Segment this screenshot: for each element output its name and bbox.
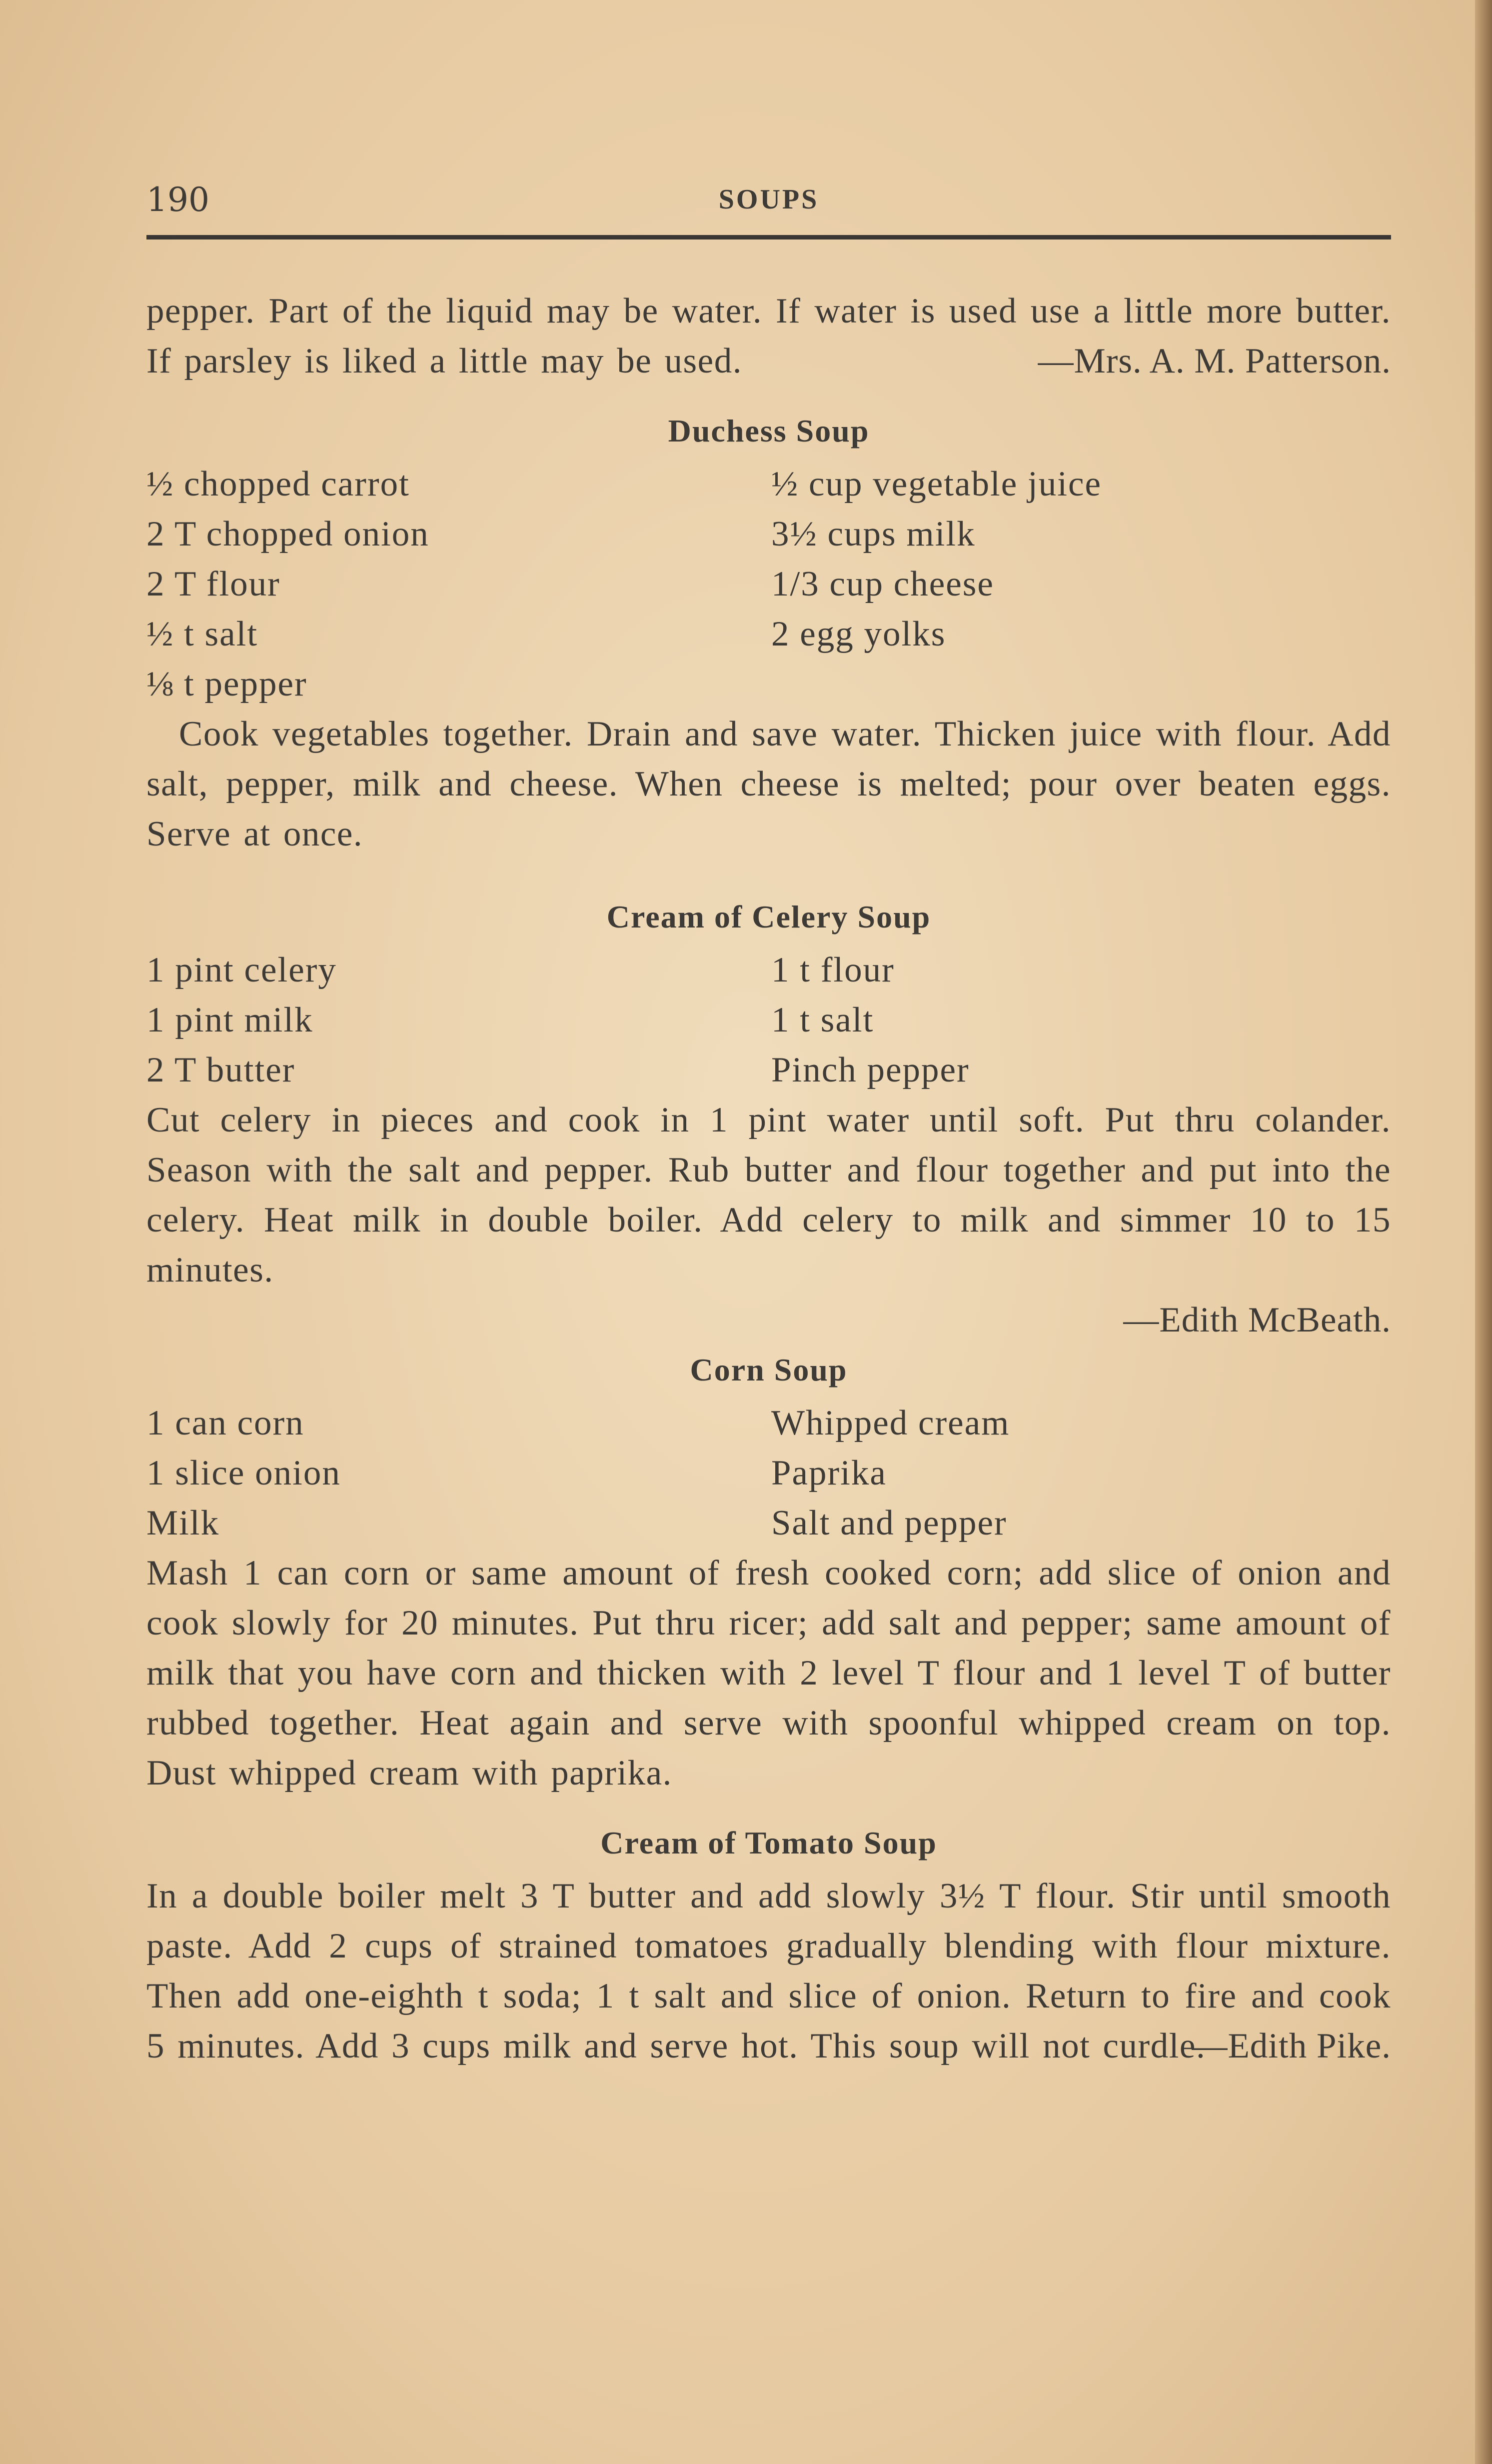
recipe-cream-of-celery-soup	[146, 892, 1391, 1345]
recipe-directions: In a double boiler melt 3 T butter and add slowly 3½ T flour. Stir until smooth paste. Add 2 cups of strained tomatoes gradually blending with flour mixture. Then add one-eighth t soda; 1 t salt and slice of onion. Return to fire and cook 5 minutes. Add 3 cups milk and serve hot. This soup will not curdle.	[146, 1876, 1391, 2066]
intro-attribution: —Mrs. A. M. Patterson.	[1038, 342, 1391, 380]
recipe-cream-of-tomato-soup	[146, 1818, 1391, 2071]
ingredient: Salt and pepper	[771, 1504, 1007, 1542]
ingredient: 3½ cups milk	[771, 514, 976, 554]
recipe-directions: Cut celery in pieces and cook in 1 pint water until soft. Put thru colander. Season with the salt and pepper. Rub butter and flour together and put into the celery. Heat milk in double boiler. Add celery to milk and simmer 10 to 15 minutes.	[146, 1100, 1391, 1290]
ingredient: ⅛ t pepper	[146, 664, 307, 704]
ingredient-list	[146, 1398, 1391, 1548]
ingredient: 1 t salt	[771, 1000, 874, 1040]
recipe-directions: Cook vegetables together. Drain and save water. Thicken juice with flour. Add salt, pepper, milk and cheese. When cheese is melted; pour over beaten eggs. Serve at once.	[146, 714, 1391, 854]
page-header	[146, 178, 1391, 232]
recipe-attribution: —Edith McBeath.	[1123, 1300, 1391, 1340]
ingredient: 1/3 cup cheese	[771, 564, 994, 604]
ingredient: 2 egg yolks	[771, 614, 946, 654]
ingredient: Whipped cream	[771, 1404, 1010, 1442]
ingredient: ½ chopped carrot	[146, 464, 410, 504]
ingredient: Milk	[146, 1504, 220, 1542]
page-edge-shadow	[1475, 0, 1492, 2464]
ingredient: Paprika	[771, 1454, 887, 1492]
ingredient: 2 T chopped onion	[146, 514, 429, 554]
recipe-title: Duchess Soup	[668, 413, 870, 448]
recipe-title: Cream of Celery Soup	[606, 899, 931, 934]
recipe-directions: Mash 1 can corn or same amount of fresh cooked corn; add slice of onion and cook slowly for 20 minutes. Put thru ricer; add salt and pepper; same amount of milk that you have corn and thicken with 2 level T flour and 1 level T of butter rubbed together. Heat again and serve with spoonful whipped cream on top. Dust whipped cream with paprika.	[146, 1554, 1391, 1792]
ingredient: 1 can corn	[146, 1404, 304, 1442]
ingredient: 1 pint celery	[146, 950, 337, 990]
intro-text: pepper. Part of the liquid may be water. If water is used use a little more butter. If parsley is liked a little may be used.	[146, 292, 1391, 380]
recipe-title: Corn Soup	[690, 1352, 848, 1388]
recipe-attribution: —Edith Pike.	[1192, 2026, 1391, 2066]
header-rule	[146, 235, 1391, 240]
ingredient: ½ t salt	[146, 614, 258, 654]
ingredient-list	[146, 459, 1391, 709]
ingredient: 1 pint milk	[146, 1000, 313, 1040]
ingredient: Pinch pepper	[771, 1050, 970, 1090]
page-content	[146, 286, 1391, 2071]
running-head: SOUPS	[718, 184, 819, 215]
page-number: 190	[146, 180, 209, 219]
ingredient: ½ cup vegetable juice	[771, 464, 1102, 504]
ingredient-list	[146, 945, 1391, 1095]
recipe-title: Cream of Tomato Soup	[600, 1825, 937, 1860]
ingredient: 2 T flour	[146, 564, 280, 604]
ingredient: 2 T butter	[146, 1050, 295, 1090]
ingredient: 1 t flour	[771, 950, 895, 990]
recipe-corn-soup	[146, 1345, 1391, 1798]
recipe-duchess-soup	[146, 406, 1391, 859]
ingredient: 1 slice onion	[146, 1454, 341, 1492]
